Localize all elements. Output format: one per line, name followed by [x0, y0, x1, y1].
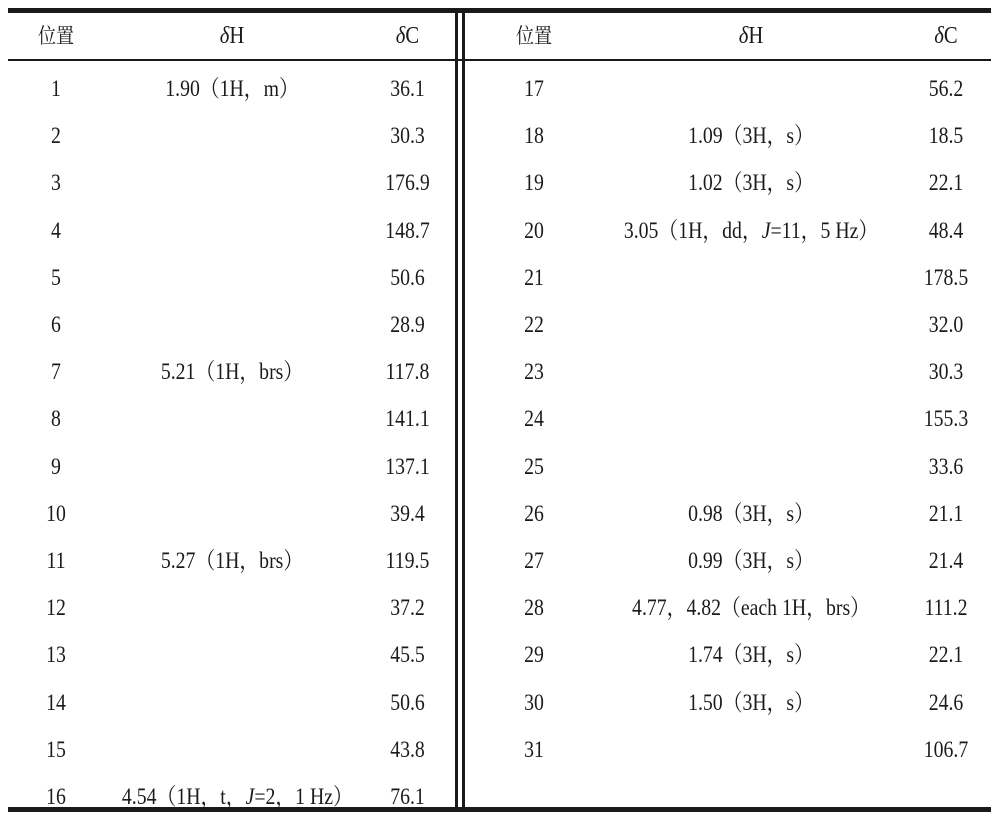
position-cell: 10	[46, 500, 66, 526]
table-row	[8, 395, 455, 442]
delta-h-cell	[622, 254, 880, 301]
delta-c-cell: 111.2	[924, 595, 968, 621]
position-cell: 16	[46, 784, 66, 809]
delta-h-cell	[122, 726, 342, 773]
table-row	[8, 207, 455, 254]
table-header-row-left	[8, 13, 455, 60]
delta-c-cell: 137.1	[385, 453, 430, 479]
position-cell: 19	[524, 170, 544, 196]
table-row	[467, 726, 991, 773]
position-cell: 13	[46, 642, 66, 668]
table-row	[8, 537, 455, 584]
position-cell: 9	[51, 453, 61, 479]
delta-c-cell: 32.0	[928, 312, 964, 337]
table-row	[8, 112, 455, 159]
table-row	[467, 679, 991, 726]
delta-h-cell	[122, 490, 342, 537]
delta-c-cell: 18.5	[928, 123, 964, 149]
delta-c-cell: 39.4	[390, 500, 425, 526]
delta-h-cell	[122, 631, 342, 678]
delta-h-cell	[622, 443, 880, 490]
table-row	[8, 348, 455, 395]
delta-c-cell: 50.6	[390, 689, 425, 715]
delta-h-cell: 1.90（1H，m）	[165, 76, 299, 101]
position-cell: 4	[51, 217, 61, 243]
delta-h-cell	[122, 679, 342, 726]
table-row	[8, 254, 455, 301]
position-cell: 12	[46, 595, 66, 621]
position-cell: 1	[51, 76, 61, 101]
position-cell: 7	[51, 359, 61, 385]
table-row	[467, 584, 991, 631]
delta-c-cell: 148.7	[385, 217, 430, 243]
delta-h-cell: 1.02（3H，s）	[688, 170, 814, 196]
position-cell: 21	[524, 264, 544, 290]
position-cell: 24	[524, 406, 544, 432]
delta-h-cell: 4.54（1H，t，J=2，1 Hz）	[121, 784, 353, 809]
delta-c-cell: 43.8	[390, 736, 425, 762]
table-row	[467, 207, 991, 254]
table-row	[8, 726, 455, 773]
delta-c-cell: 141.1	[385, 406, 430, 432]
delta-c-cell: 56.2	[928, 76, 964, 101]
position-cell: 26	[524, 500, 544, 526]
table-row	[8, 679, 455, 726]
nmr-data-table	[8, 8, 991, 812]
table-row	[8, 490, 455, 537]
position-cell: 30	[524, 689, 544, 715]
header-position-right: 位置	[515, 24, 553, 48]
delta-c-cell: 176.9	[385, 170, 430, 196]
table-row	[467, 254, 991, 301]
delta-c-cell: 30.3	[928, 359, 964, 385]
table-row	[467, 395, 991, 442]
delta-c-cell: 22.1	[928, 170, 964, 196]
table-row	[467, 112, 991, 159]
delta-h-cell	[122, 443, 342, 490]
position-cell: 27	[524, 548, 544, 573]
delta-c-cell: 48.4	[928, 217, 964, 243]
delta-h-cell	[622, 348, 880, 395]
position-cell: 2	[51, 123, 61, 149]
delta-c-cell: 24.6	[928, 689, 964, 715]
delta-c-cell: 45.5	[390, 642, 425, 668]
delta-c-cell: 117.8	[385, 359, 430, 385]
delta-h-cell: 5.27（1H，brs）	[160, 548, 304, 573]
delta-c-cell: 30.3	[390, 123, 425, 149]
delta-c-cell: 33.6	[928, 453, 964, 479]
position-cell: 11	[46, 548, 66, 573]
table-row	[467, 65, 991, 112]
table-row	[467, 631, 991, 678]
table-row	[8, 631, 455, 678]
table-row	[8, 301, 455, 348]
position-cell: 31	[524, 736, 544, 762]
table-row	[467, 348, 991, 395]
delta-c-cell: 76.1	[390, 784, 425, 809]
delta-h-cell	[122, 584, 342, 631]
position-cell: 20	[524, 217, 544, 243]
table-row	[467, 301, 991, 348]
delta-c-cell: 178.5	[923, 264, 969, 290]
table-row	[467, 443, 991, 490]
table-row	[467, 537, 991, 584]
delta-c-cell: 36.1	[390, 76, 425, 101]
delta-h-cell	[122, 159, 342, 206]
table-center-double-divider	[455, 13, 467, 807]
position-cell: 17	[524, 76, 544, 101]
delta-h-cell	[622, 301, 880, 348]
delta-c-cell: 50.6	[390, 264, 425, 290]
header-delta-h-left: δH	[219, 23, 245, 49]
position-cell: 5	[51, 264, 61, 290]
delta-c-cell: 37.2	[390, 595, 425, 621]
table-row	[8, 773, 455, 820]
table-row	[8, 159, 455, 206]
delta-h-cell: 5.21（1H，brs）	[160, 359, 304, 385]
position-cell: 23	[524, 359, 544, 385]
delta-c-cell: 119.5	[385, 548, 430, 573]
position-cell: 25	[524, 453, 544, 479]
delta-h-cell	[122, 301, 342, 348]
delta-c-cell: 106.7	[923, 736, 969, 762]
delta-c-cell: 21.1	[928, 500, 964, 526]
position-cell: 15	[46, 736, 66, 762]
delta-h-cell: 3.05（1H，dd，J=11，5 Hz）	[623, 217, 879, 243]
delta-h-cell	[122, 112, 342, 159]
delta-h-cell	[122, 395, 342, 442]
position-cell: 28	[524, 595, 544, 621]
delta-h-cell: 1.09（3H，s）	[688, 123, 814, 149]
delta-h-cell: 0.99（3H，s）	[688, 548, 814, 573]
delta-h-cell	[622, 726, 880, 773]
position-cell: 18	[524, 123, 544, 149]
delta-h-cell	[122, 254, 342, 301]
header-delta-h-right: δH	[738, 23, 764, 49]
delta-h-cell: 4.77，4.82（each 1H，brs）	[632, 595, 870, 621]
delta-c-cell: 155.3	[923, 406, 969, 432]
position-cell: 3	[51, 170, 61, 196]
delta-h-cell	[622, 65, 880, 112]
position-cell: 29	[524, 642, 544, 668]
position-cell: 22	[524, 312, 544, 337]
delta-h-cell	[622, 395, 880, 442]
delta-c-cell: 22.1	[928, 642, 964, 668]
position-cell: 14	[46, 689, 66, 715]
delta-h-cell: 1.50（3H，s）	[688, 689, 814, 715]
header-delta-c-left: δC	[395, 23, 420, 49]
table-row	[8, 65, 455, 112]
table-row	[467, 159, 991, 206]
position-cell: 6	[51, 312, 61, 337]
header-delta-c-right: δC	[934, 23, 958, 49]
delta-h-cell: 0.98（3H，s）	[688, 500, 814, 526]
table-row	[8, 584, 455, 631]
delta-h-cell	[122, 207, 342, 254]
delta-c-cell: 21.4	[928, 548, 964, 573]
table-row	[467, 490, 991, 537]
table-header-row-right	[467, 13, 991, 60]
position-cell: 8	[51, 406, 61, 432]
delta-h-cell: 1.74（3H，s）	[688, 642, 814, 668]
table-row	[8, 443, 455, 490]
delta-c-cell: 28.9	[390, 312, 425, 337]
header-position-left: 位置	[37, 24, 75, 48]
